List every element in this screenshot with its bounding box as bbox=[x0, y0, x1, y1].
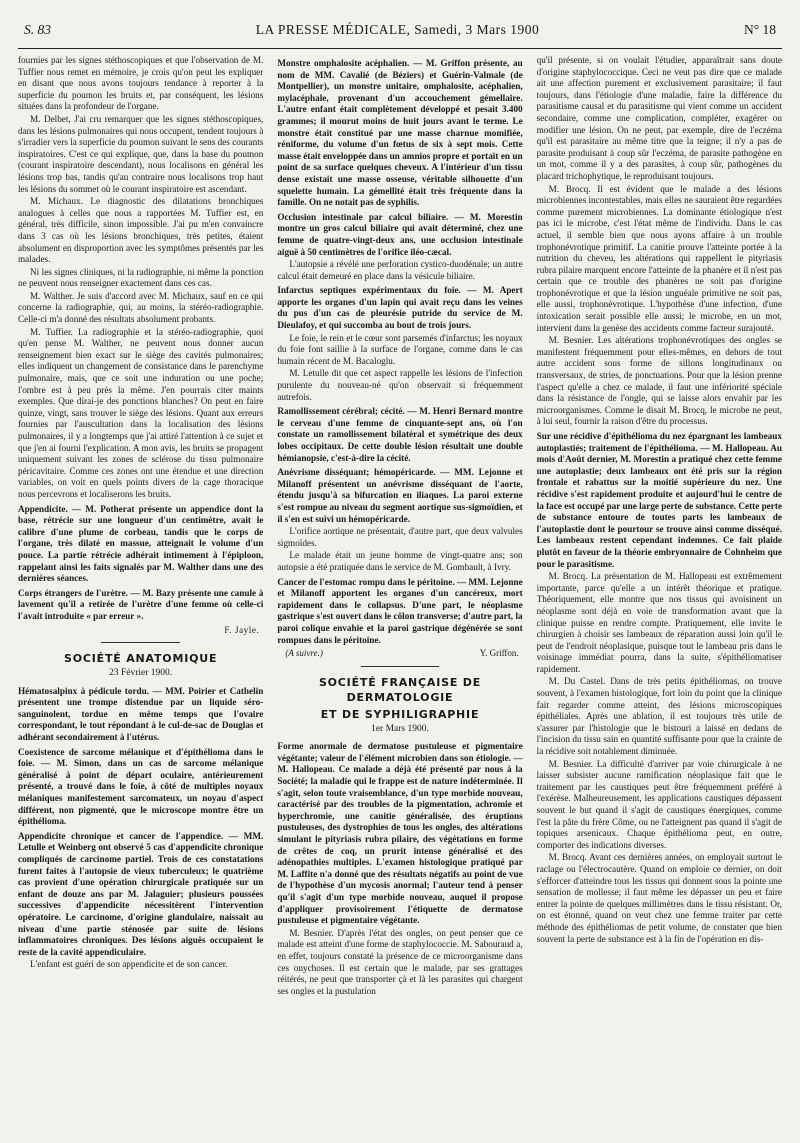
society-title: SOCIÉTÉ FRANÇAISE DE DERMATOLOGIE bbox=[318, 675, 482, 704]
section-paragraph: Hématosalpinx à pédicule tordu. — MM. Poirier et Cathelin présentent une trompe distendue par un liquide séro-sanguinolent, tordue en même temps que l'ovaire correspondant, le tout répondant à le cul-de-sac de Douglas et adhérant secondairement à l'utérus. bbox=[18, 685, 264, 743]
paragraph: L'autopsie a révélé une perforation cystico-duodénale; un autre calcul était demeuré en place dans la vésicule biliaire. bbox=[277, 259, 523, 281]
issue-number: N° 18 bbox=[743, 22, 776, 37]
divider bbox=[101, 642, 180, 643]
signature-row bbox=[285, 648, 518, 660]
paragraph: M. Letulle dit que cet aspect rappelle les lésions de l'infection purulente du nouveau-né qu'on observait si fréquemment autrefois. bbox=[277, 368, 523, 402]
paragraph: L'orifice aortique ne présentait, d'autre part, que deux valvules sigmoïdes. bbox=[277, 526, 523, 548]
page-number: S. 83 bbox=[24, 22, 51, 37]
section-paragraph: Cancer de l'estomac rompu dans le péritoine. — MM. Lejonne et Milanoff apportent les organes d'un cancéreux, mort rapidement dans le collapsus. D'une part, le néoplasme gastrique s'est ouvert dans le côlon transverse; d'autre part, la paroi colique envahie et la paroi gastrique dégénérée se sont rompues dans le péritoine. bbox=[277, 576, 523, 645]
paragraph: fournies par les signes stéthoscopiques et que l'observation de M. Tuffier nous remet en mémoire, je crois qu'on peut les expliquer en disant que nous avons toujours tendance à reporter à la superficie du poumon les bruits et, par conséquent, les lésions situées dans la profondeur de l'organe. bbox=[18, 55, 264, 112]
paragraph: M. Besnier. D'après l'état des ongles, on peut penser que ce malade est atteint d'une forme de staphylococcie. M. Sabouraud a, en effet, toujours constaté la présence de ce microorganisme dans ces onychoses. Il est certain que le malade, par ses grattages réitérés, ne peut que transporter çà et là les parasites qui chargent ses ongles et la pustulation bbox=[277, 927, 523, 996]
section-paragraph: Anévrisme disséquant; hémopéricarde. — MM. Lejonne et Milanoff présentent un anévrisme disséquant de l'aorte, étendu jusqu'à sa bifurcation en iliaques. La paroi externe s'est rompue au niveau du segment aortique sus-sigmoïdien, et il s'en est suivi un hémopéricarde. bbox=[277, 467, 523, 524]
session-date: 1er Mars 1900. bbox=[371, 723, 429, 734]
section-paragraph: Corps étrangers de l'urètre. — M. Bazy présente une canule à lavement qu'il a retirée de l'urètre d'une femme où celle-ci l'avait introduite « par erreur ». bbox=[18, 587, 264, 621]
paragraph: Ni les signes cliniques, ni la radiographie, ni même la ponction ne peuvent nous renseigner exactement dans ces cas. bbox=[18, 266, 264, 289]
paragraph: Le malade était un jeune homme de vingt-quatre ans; son autopsie a été pratiquée dans le service de M. Gombault, à Ivry. bbox=[277, 550, 523, 572]
section-paragraph: Infarctus septiques expérimentaux du foie. — M. Apert apporte les organes d'un lapin qui avait reçu dans les veines du pus d'un cas de pleurésie putride du service de M. Dieulafoy, et qui succomba au bout de trois jours. bbox=[277, 285, 523, 331]
section-paragraph: Monstre omphalosite acéphalien. — M. Griffon présente, au nom de MM. Cavalié (de Béziers) et Guérin-Valmale (de Montpellier), un monstre unitaire, omphalosite, acéphalien, mylacéphale, provenant d'un accouchement gémellaire. L'autre enfant était complètement développé et pesait 3.400 grammes; il mourut moins de huit jours avant le terme. Le monstre était constitué par une masse charnue momifiée, réniforme, du volume d'un fœtus de six à sept mois. Cette masse était enveloppée dans un amnios propre et portait en un point de sa surface quelques cheveux. A l'intérieur d'un tissu dense existait une masse osseuse, véritable silhouette d'un squelette humain. La gémellité était très fréquente dans la famille. On ne notait pas de syphilis. bbox=[277, 58, 523, 208]
society-title: SOCIÉTÉ ANATOMIQUE bbox=[64, 652, 218, 666]
section-paragraph: Appendicite. — M. Potherat présente un appendice dont la base, rétrécie sur une longueur d'un centimètre, avait le calibre d'une plume de corbeau, tandis que le corps de l'organe, très dilaté en massue, atteignait le volume d'un pouce. La partie rétrécie adhérait intimement à l'épiploon, rappelant ainsi les faits signalés par M. Walther dans une des dernières séances. bbox=[18, 503, 264, 584]
paragraph: M. Delbet, J'ai cru remarquer que les signes stéthoscopiques, dans les lésions pulmonaires qui nous occupent, tendent toujours à s'irradier vers la superficie du poumon suivant le sens des courants inspiratoires. C'est ce qui explique, que, dans la base du poumon (courant inspiratoire descendant), nous localisons en général les lésions trop bas, tandis qu'au contraire nous localisons trop haut les lésions du sommet où le courant inspiratoire est ascendant. bbox=[18, 113, 264, 194]
section-paragraph: Occlusion intestinale par calcul biliaire. — M. Morestin montre un gros calcul biliaire qui avait déterminé, chez une femme de quatre-vingt-deux ans, une occlusion intestinale aiguë à 50 centimètres de l'orifice iléo-cæcal. bbox=[277, 211, 523, 257]
paragraph: M. Brocq. Avant ces dernières années, on employait surtout le raclage ou l'électrocautère. Quand on emploie ce dernier, on doit s'efforcer d'atteindre tous les tissus qui donnent sous la pointe une sensation de mollesse; il faut même les dépasser un peu et faire entrer la pointe de quelques millimètres dans le tissu résistant. Or, on est étonné, quand on veut chez une femme traiter par cette méthode des épithéliomas de petit volume, de constater que bien souvent la perte de substance est à la fin de l'opération en dis- bbox=[536, 852, 782, 944]
continued-note: (A suivre.) bbox=[285, 648, 323, 659]
paragraph: M. Brocq. Il est évident que le malade a des lésions microbiennes incontestables, mais elles ne sauraient être regardées comme purement microbiennes. La dominante étiologique n'est pas ici le microbe, c'est l'état même de l'individu. Dans le cas actuel, il semble bien que nous ayons affaire à un trouble trophonévrotique primitif. La canitie prouve l'atteinte portée à la nutrition du cheveu, les altérations qui rappellent le pityriasis rubra pilaire marquent encore l'atteinte de la phanère et il n'est pas certain que ce trouble des phanères ne soit pas d'origine trophonévrotique et que la lésion unguéale primitive ne soit pas, elle aussi, trophonévrotique. L'hypothèse d'une infection, d'une intoxication serait possible elle aussi; le microbe, en un mot, intervient dans la genèse des accidents comme facteur surajouté. bbox=[536, 183, 782, 333]
section-paragraph: Appendicite chronique et cancer de l'appendice. — MM. Letulle et Weinberg ont observé 5 cas d'appendicite chronique compliqués de carcinome partiel. Trois de ces constatations furent faites à l'autopsie de vieux tuberculeux; le quatrième cas provient d'une opération chirurgicale pratiquée sur un enfant de douze ans par M. Jalaguier; plusieurs poussées successives d'appendicite nécessitèrent l'intervention opératoire. Le carcinome, d'origine glandulaire, naissait au niveau d'une partie sténosée par suite de lésions inflammatoires chroniques. Des lésions aiguës occupaient le reste de la cavité appendiculaire. bbox=[18, 830, 264, 957]
paragraph: M. Walther. Je suis d'accord avec M. Michaux, sauf en ce qui concerne la radiographie, qui, au moins, la stéréo-radiographie. Celle-ci m'a donné des résultats absolument probants. bbox=[18, 290, 264, 325]
text-columns bbox=[18, 55, 782, 1133]
section-paragraph: Sur une récidive d'épithélioma du nez épargnant les lambeaux autoplastiés; traitement de l'épithélioma. — M. Hallopeau. Au mois d'Août dernier, M. Morestin a pratiqué chez cette femme une autoplastie; deux lambeaux ont été pris sur la région frontale et rabattus sur la moitié supérieure du nez. Une récidive s'est rapidement produite et aujourd'hui le centre de la face est occupé par une large perte de substance. Cette perte de substance entoure de toutes parts les lambeaux de l'autoplastie dont le pourtour se trouve ainsi comme disséqué. Les lambeaux restent cependant indemnes. Ce fait plaide plutôt en faveur de la théorie embryonnaire de Cohnheim que pour le parasitisme. bbox=[536, 431, 782, 569]
paragraph: M. Brocq. La présentation de M. Hallopeau est extrêmement importante, parce qu'elle a un intérêt théorique et pratique. Théoriquement, elle montre que nos tissus qui avoisinent un néoplasme sont déjà en voie de transformation avant que la clinique puisse en rendre compte. Pratiquement, elle invite le chirurgien à choisir ses lambeaux de réparation aussi loin qu'il le peut de l'endroit néoplasique, puisque tout le lambeau pris dans le voisinage immédiat pourra, dans la suite, s'épithéliomatiser rapidement. bbox=[536, 571, 782, 674]
section-paragraph: Ramollissement cérébral; cécité. — M. Henri Bernard montre le cerveau d'une femme de cinquante-sept ans, où l'on constate un ramollissement bilatéral et symétrique des deux lobes occipitaux. De cette double lésion résultait une double hémianopsie, c'est-à-dire la cécité. bbox=[277, 406, 523, 463]
paragraph: M. Michaux. Le diagnostic des dilatations bronchiques analogues à celles que nous a rapportées M. Tuffier est, en général, très difficile, sinon impossible. J'ai pu m'en convaincre dans 3 cas où les lésions bronchiques, très petites, étaient absolument en disproportion avec les symptômes présentés par les malades. bbox=[18, 196, 264, 265]
masthead: LA PRESSE MÉDICALE, Samedi, 3 Mars 1900 bbox=[255, 22, 540, 37]
column-3 bbox=[537, 55, 782, 1133]
column-1 bbox=[18, 55, 263, 1133]
divider bbox=[361, 666, 440, 667]
society-title-line-2: ET DE SYPHILIGRAPHIE bbox=[320, 707, 480, 721]
paragraph: L'enfant est guéri de son appendicite et de son cancer. bbox=[30, 959, 228, 970]
paragraph: M. Tuffier. La radiographie et la stéréo-radiographie, quoi qu'en pense M. Walther, ne peuvent nous donner aucun renseignement bien exact sur le siège des cavités pulmonaires; elles indiquent un changement de consistance dans le parenchyme pulmonaire, mais, que ce soit une induration ou une poche; l'ombre est à peu près la même. J'en pourrais citer maints exemples. Que dirai-je des ponctions blanches? On peut en faire quinze, vingt, sans trouver le siège des lésions. Quant aux erreurs fournies par l'auscultation dans la localisation des lésions pulmonaires, il y a longtemps que j'ai attiré l'attention à ce sujet et que j'en ai fourni l'explication. A mon avis, les bruits se propagent uniquement suivant les zones de sclérose du tissu pulmonaire péricavitaire. Comme ces zones ont une étendue et une direction variables, on voit en quels points divers de la cage thoracique nous percevrons et localiserons les bruits. bbox=[18, 326, 264, 499]
section-paragraph: Forme anormale de dermatose pustuleuse et pigmentaire végétante; valeur de l'élément microbien dans son étiologie. — M. Hallopeau. Ce malade a déjà été présenté par nous à la Société; la maladie qui le frappe est de nature indéterminée. Il s'agit, selon toute vraisemblance, d'un type morbide nouveau, caractérisé par des troubles de la pigmentation, achromie et hyperchromie, une canitie généralisée, des éruptions pustuleuses, des dystrophies de tous les ongles, des altérations simulant le pityriasis rubra pilaire, des végétations en forme de crêtes de coq, un prurit intense généralisé et des adénopathies multiples. L'examen histologique pratiqué par M. Laffite n'a donné que des résultats négatifs au point de vue de l'hypothèse d'un mycosis anormal; l'auteur tend à penser qu'il s'agit d'un type morbide nouveau, auquel il propose d'appliquer provisoirement l'étiquette de dermatose pustuleuse et pigmentaire végétante. bbox=[277, 741, 523, 926]
paragraph: M. Du Castel. Dans de très petits épithéliomas, on trouve souvent, à l'examen histologique, fort loin du point que la clinique fait regarder comme atteint, des lésions microscopiques épithéliales. Après une ablation, il est toujours très utile de s'assurer par l'histologie que le bistouri a laissé en dedans de l'incision du tissu sain en quantité suffisante pour que la crainte de la récidive soit notablement diminuée. bbox=[536, 676, 782, 757]
page-header bbox=[18, 22, 782, 49]
column-2 bbox=[277, 55, 522, 1133]
paragraph: M. Besnier. Les altérations trophonévrotiques des ongles se manifestent fréquemment pour elles-mêmes, en dehors de tout autre accident sous forme de sillons longitudinaux ou transversaux, de stries, de ponctuations. Pour que la lésion prenne l'aspect qu'elle a chez ce malade, il faut une infériorité spéciale dans la résistance de l'ongle, qui se laisse alors envahir par les microorganismes. Comme le disait M. Brocq, le microbe ne peut, à lui seul, fournir la raison d'être du processus. bbox=[536, 335, 782, 427]
paragraph: Le foie, le rein et le cœur sont parsemés d'infarctus; les noyaux du foie font saillie à la surface de l'organe, comme dans le cas humain récent de M. Bacaloglu. bbox=[277, 332, 523, 366]
session-date: 23 Février 1900. bbox=[109, 668, 173, 679]
paragraph: qu'il présente, si on voulait l'étudier, apparaîtrait sans doute d'origine staphylococcique. Ceci ne veut pas dire que ce malade ait une affection purement et exclusivement parasitaire; il faut toujours, dans l'étiologie d'une maladie, faire la différence du parasitisme causal et du parasitisme qui vient comme un accident secondaire, comme une complication, compléter, exagérer ou modifier une lésion. On ne peut, par exemple, dire de l'eczéma qu'il est parasitaire au même titre que la teigne; il n'y a pas de parasite produisant à coup sûr l'eczéma, de parasite pathogène en un mot, comme il y a des parasites, à coup sûr, pathogènes du placard trichophytique, le reproduisant toujours. bbox=[536, 55, 782, 181]
author-signature: F. Jayle. bbox=[224, 624, 260, 635]
paragraph: M. Besnier. La difficulté d'arriver par voie chirurgicale à ne laisser subsister aucune ramification néoplasique fait que le traitement par les caustiques peut être fréquemment préféré à l'exérèse. Malheureusement, les applications caustiques dépassent souvent le but quand il s'agit de caustiques énergiques, comme l'est la pâte du frère Côme, ou ne l'atteignent pas quand il s'agit de topiques arsenicaux. Chaque épithélioma peut, en outre, comporter des indications diverses. bbox=[536, 758, 782, 850]
author-signature: Y. Griffon. bbox=[479, 648, 519, 659]
section-paragraph: Coexistence de sarcome mélanique et d'épithélioma dans le foie. — M. Simon, dans un cas de sarcome mélanique généralisé à point de départ oculaire, antérieurement présenté, a trouvé dans le foie, à côté de multiples noyaux mélaniques manifestement sarcomateux, un noyau d'aspect différent, non pigmenté, que le microscope montre être un épithélioma. bbox=[18, 746, 264, 827]
